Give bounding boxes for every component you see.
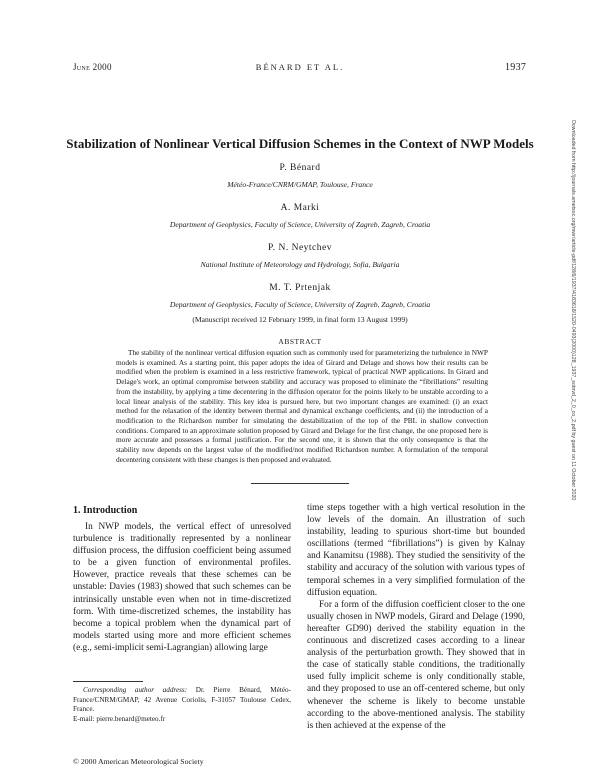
author-name: P. Bénard	[279, 163, 321, 173]
paper-title: Stabilization of Nonlinear Vertical Diffusion Schemes in the Context of NWP Models	[66, 136, 534, 151]
footnote-address: Dr. Pierre Bénard, Météo-France/CNRM/GMAP, 42 Avenue Coriolis, F-31057 Toulouse Cedex, France.	[73, 686, 292, 714]
abstract	[116, 348, 488, 464]
page-number: 1937	[505, 62, 527, 73]
copyright: © 2000 American Meteorological Society	[73, 757, 204, 766]
footnote-email: E-mail: pierre.benard@meteo.fr	[73, 714, 166, 723]
author-name: A. Marki	[280, 203, 320, 213]
body-paragraph: time steps together with a high vertical resolution in the low levels of the domain. An illustration of such instability, leading to spurious short-time but bounded oscillations (termed “fibrillations”) is given by Kalnay and Kanamitsu (1988). They studied the sensitivity of the stability and accuracy of the solution with various types of temporal schemes in a very simplified formulation of the diffusion equation.	[307, 503, 525, 598]
abstract-heading: ABSTRACT	[278, 337, 322, 346]
abstract-text: The stability of the nonlinear vertical diffusion equation such as commonly used for parameterizing the turbulence in NWP models is examined. As a starting point, this paper adopts the idea of Girard and Delage and shows how their results can be modified when the problem is examined in a less restrictive framework, typical of practical NWP applications. In Girard and Delage's work, an optimal compromise between stability and accuracy was proposed to eliminate the “fibrillations” resulting from the instability, by applying a time decentering in the diffusion operator for the points likely to be unstable according to a local linear analysis of the stability. This key idea is pursued here, but two important changes are examined: (i) an exact method for the relaxation of the identity between thermal and dynamical exchange coefficients, and (ii) the introduction of a modification to the Richardson number for simulating the destabilization of the top of the PBL in shallow convection conditions. Compared to an approximate solution proposed by Girard and Delage for the first change, the one proposed here is more accurate and possesses a formal justification. For the second one, it is shown that the only consequence is that the stability now depends on the largest value of the modified/not modified Richardson number. A formulation of the temporal decentering consistent with these changes is then proposed and evaluated.	[116, 348, 488, 464]
running-head-date: June 2000	[73, 62, 112, 72]
author-affiliation: Météo-France/CNRM/GMAP, Toulouse, France	[227, 180, 373, 189]
body-paragraph: For a form of the diffusion coefficient closer to the one usually chosen in NWP models, Girard and Delage (1990, hereafter GD90) derived the stability equation in the continuous and discretized cases according to a linear analysis of the perturbation growth. They showed that in the case of statically stable conditions, the traditionally used fully implicit scheme is only conditionally stable, and they proposed to use an off-centered scheme, but only whenever the scheme is likely to become unstable according to the above-mentioned analysis. The stability is then achieved at the expense of the	[307, 599, 525, 731]
running-head-authors: BÉNARD ET AL.	[255, 62, 345, 72]
section-divider	[251, 483, 349, 484]
body-paragraph: In NWP models, the vertical effect of unresolved turbulence is traditionally represented by a nonlinear diffusion process, the diffusion coefficient being assumed to be a given function of environmental profiles. However, practice reveals that these schemes can be unstable: Davies (1983) showed that such schemes can be intrinsically unstable even when not in time-discretized form. With time-discretized schemes, the instability has become a topical problem when the dynamical part of models started using more and more efficient schemes (e.g., semi-implicit semi-Lagrangian) allowing large	[73, 522, 291, 653]
author-name: P. N. Neytchev	[268, 243, 332, 253]
author-affiliation: Department of Geophysics, Faculty of Science, University of Zagreb, Zagreb, Croatia	[169, 300, 431, 309]
footnote-label: Corresponding author address:	[83, 686, 188, 694]
body-column-left	[73, 521, 291, 654]
author-affiliation: Department of Geophysics, Faculty of Science, University of Zagreb, Zagreb, Croatia	[169, 220, 431, 229]
section-heading: 1. Introduction	[73, 505, 138, 516]
footnote-rule	[73, 681, 143, 682]
download-notice: Downloaded from http://journals.ametsoc.org/mwr/article-pdf/128/6/1937/4183618/1520-0493(2000)128_1937_sotnvd_2_0_co_2.pdf by guest on 11 October 2020	[570, 120, 576, 501]
author-affiliation: National Institute of Meteorology and Hydrology, Sofia, Bulgaria	[200, 260, 400, 269]
body-column-right	[307, 502, 525, 732]
footnote	[73, 686, 291, 724]
author-name: M. T. Prtenjak	[269, 283, 331, 293]
manuscript-dates: (Manuscript received 12 February 1999, in final form 13 August 1999)	[192, 315, 408, 324]
